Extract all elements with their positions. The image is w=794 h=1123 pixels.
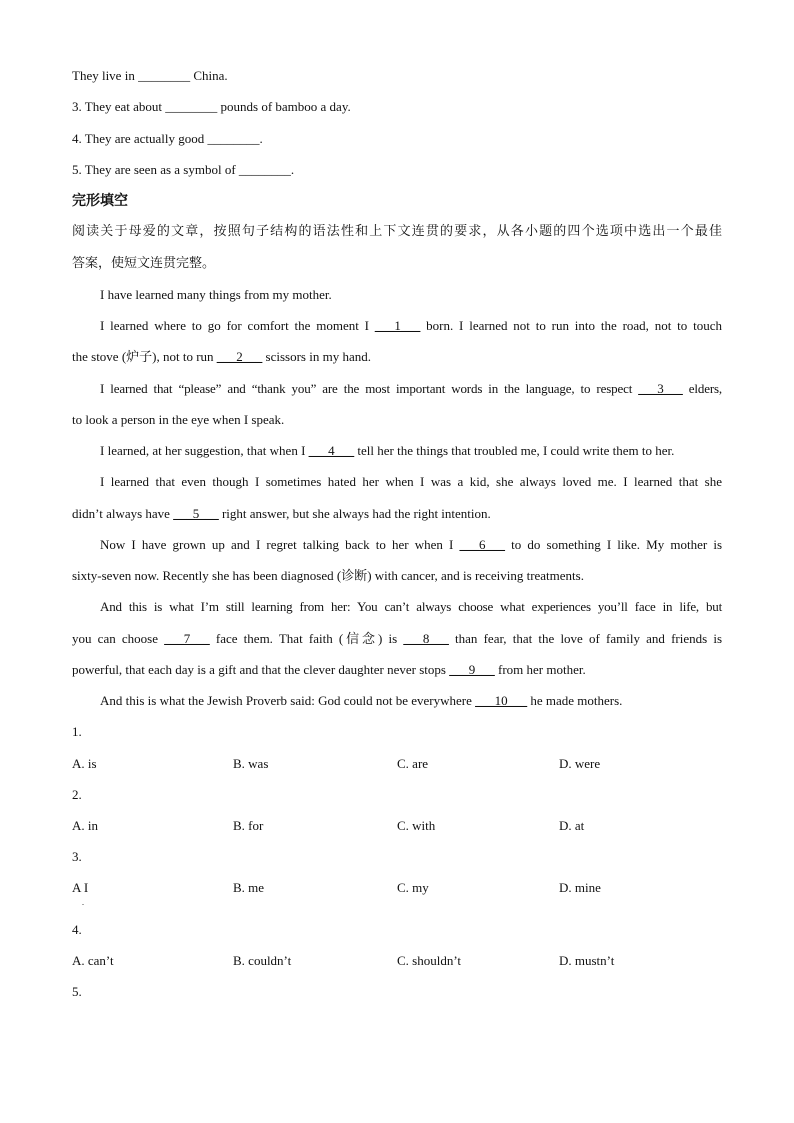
instruction-line-1: 阅读关于母爱的文章，按照句子结构的语法性和上下文连贯的要求，从各小题的四个选项中选出一个最佳 [72,224,722,239]
passage-text: scissors in my hand. [262,349,371,364]
option-d[interactable]: D. at [559,818,585,833]
passage-line [100,442,674,460]
option-b[interactable]: B. couldn’t [233,953,292,968]
passage-text: Now I have grown up and I regret talking back to her when I [100,537,460,552]
blank-3: ___3___ [638,381,683,396]
blank-6: ___6___ [459,537,506,552]
passage-line [72,630,722,648]
option-a[interactable]: A. in [72,818,98,833]
passage-text: you can choose [72,631,165,646]
question-number: 2. [72,787,82,802]
passage-line [72,661,586,679]
passage-line [100,380,722,398]
option-c[interactable]: C. are [397,756,429,771]
passage-text: from her mother. [494,662,586,677]
passage-line [100,317,722,335]
text-line: They live in ________ China. [72,68,228,83]
option-b[interactable]: B. me [233,880,265,895]
blank-4: ___4___ [308,443,355,458]
question-number: 4. [72,922,82,937]
question-5-text: 5. They are seen as a symbol of ________. [72,162,295,177]
passage-text: he made mothers. [527,693,623,708]
passage-line [100,692,622,710]
option-d[interactable]: D. mine [559,880,601,895]
passage-text: the stove (炉子), not to run [72,349,217,364]
question-number: 5. [72,984,82,999]
passage-text: I learned, at her suggestion, that when I [100,443,309,458]
passage-text: I learned where to go for comfort the moment I [100,318,375,333]
question-number: 1. [72,724,82,739]
passage-text: to do something I like. My mother is [505,537,722,552]
question-number: 3. [72,849,82,864]
passage-line: to look a person in the eye when I speak. [72,412,285,427]
option-a[interactable]: A I [72,880,89,895]
passage-text: didn’t always have [72,506,174,521]
stray-mark: . [82,898,84,907]
passage-line [72,348,371,366]
passage-line [72,505,491,523]
passage-text: right answer, but she always had the right intention. [218,506,491,521]
blank-8: ___8___ [403,631,449,646]
blank-7: ___7___ [164,631,210,646]
instruction-line-2: 答案，使短文连贯完整。 [72,256,216,271]
option-a[interactable]: A. is [72,756,97,771]
passage-text: than fear, that the love of family and friends is [448,631,723,646]
passage-text: elders, [682,381,723,396]
passage-text: tell her the things that troubled me, I could write them to her. [354,443,675,458]
section-title: 完形填空 [72,193,128,209]
question-4-text: 4. They are actually good ________. [72,131,263,146]
passage-text: I learned that “please” and “thank you” are the most important words in the language, to respect [100,381,639,396]
option-b[interactable]: B. was [233,756,269,771]
passage-line: sixty-seven now. Recently she has been diagnosed (诊断) with cancer, and is receiving treatments. [72,568,584,583]
passage-line: And this is what I’m still learning from her: You can’t always choose what experiences you’ll face in life, but [100,599,722,614]
option-c[interactable]: C. shouldn’t [397,953,462,968]
passage-text: And this is what the Jewish Proverb said: God could not be everywhere [100,693,476,708]
passage-text: face them. That faith (信念) is [209,631,404,646]
option-b[interactable]: B. for [233,818,264,833]
passage-line: I learned that even though I sometimes hated her when I was a kid, she always loved me. I learned that she [100,474,722,489]
passage-paragraph-1: I have learned many things from my mother. [100,287,332,302]
option-c[interactable]: C. with [397,818,436,833]
blank-9: ___9___ [449,662,495,677]
passage-line [100,536,722,554]
option-d[interactable]: D. were [559,756,601,771]
blank-5: ___5___ [173,506,219,521]
passage-text: born. I learned not to run into the road, not to touch [420,318,722,333]
passage-text: powerful, that each day is a gift and that the clever daughter never stops [72,662,450,677]
option-d[interactable]: D. mustn’t [559,953,615,968]
blank-10: ___10___ [475,693,528,708]
blank-2: ___2___ [216,349,263,364]
option-c[interactable]: C. my [397,880,429,895]
question-3-text: 3. They eat about ________ pounds of bamboo a day. [72,99,351,114]
blank-1: ___1___ [374,318,421,333]
option-a[interactable]: A. can’t [72,953,114,968]
